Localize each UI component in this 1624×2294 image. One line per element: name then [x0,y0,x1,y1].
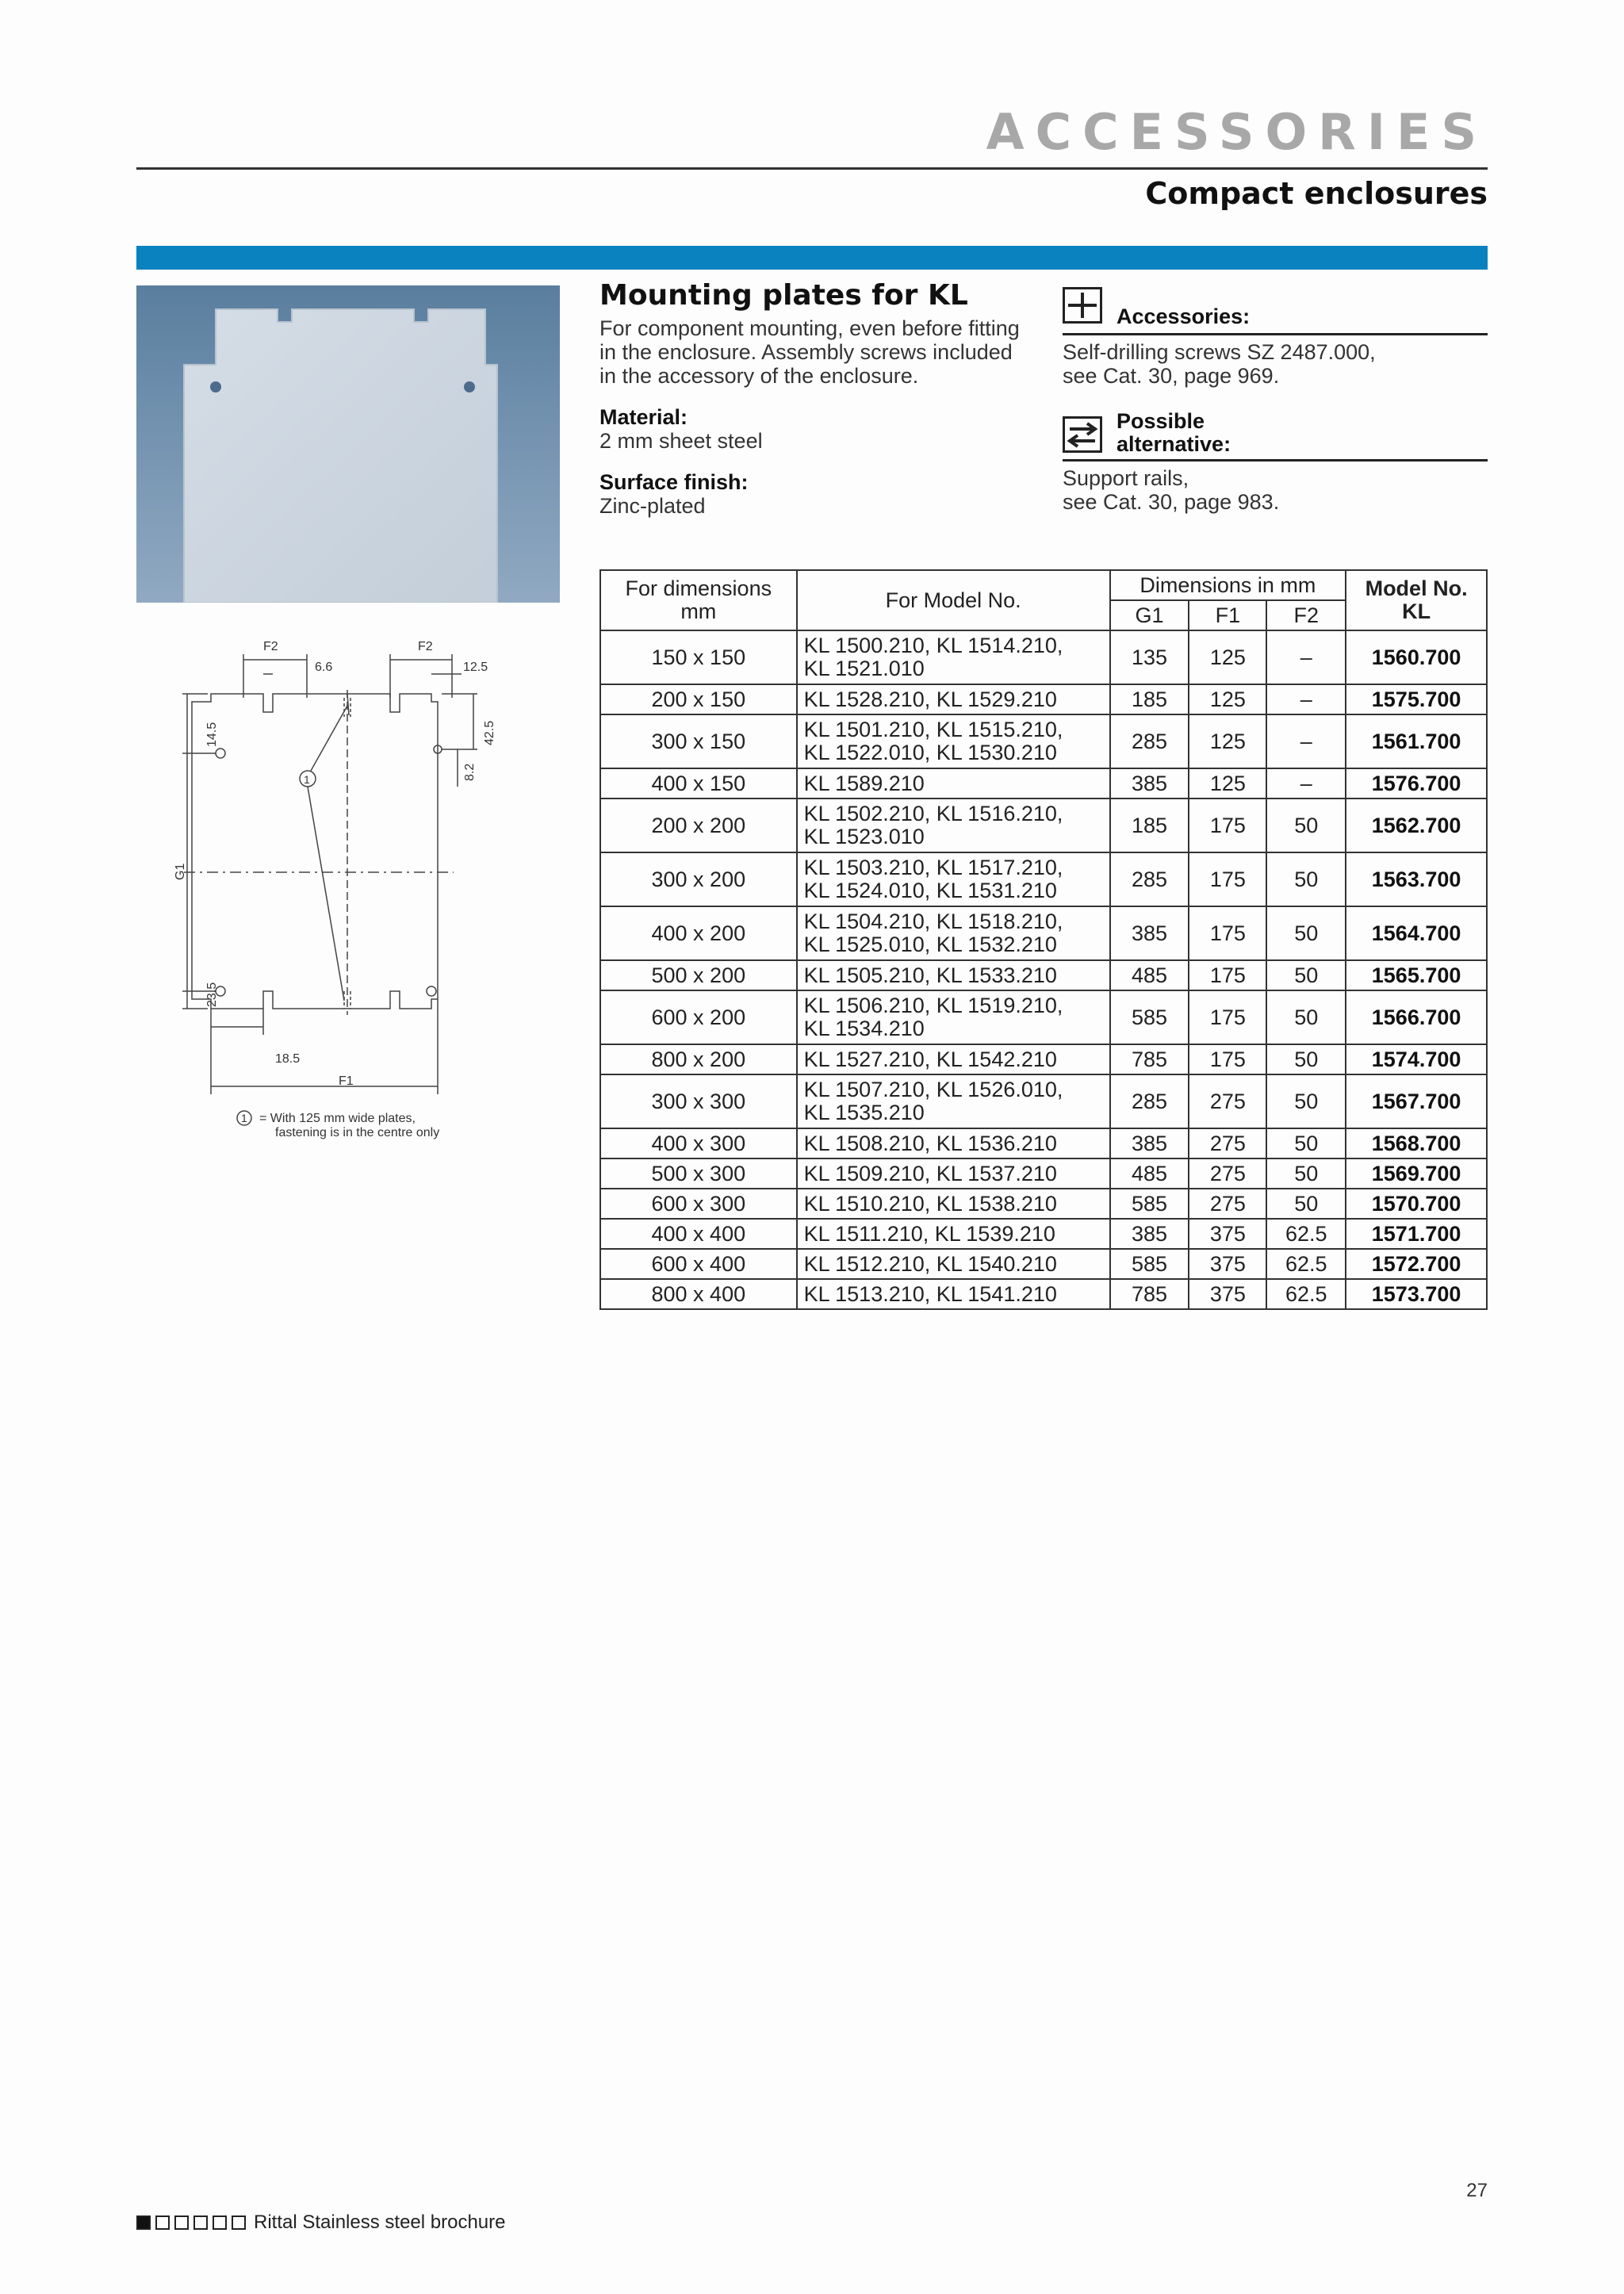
model-numbers-line1: KL 1503.210, KL 1517.210, [803,856,1063,879]
swap-arrows-icon [1063,416,1102,453]
cell-model-kl: 1570.700 [1346,1189,1487,1219]
cell-dimensions: 300 x 150 [600,714,797,768]
footer-square [232,2215,246,2230]
model-numbers-line1: KL 1511.210, KL 1539.210 [803,1221,1055,1246]
cell-dimensions: 300 x 200 [600,852,797,906]
cell-model-numbers [797,684,1110,714]
cell-dimensions: 600 x 300 [600,1189,797,1219]
cell-model-kl: 1561.700 [1346,714,1487,768]
table-row [600,798,1487,852]
cell-f1: 175 [1189,1044,1266,1074]
cell-f1: 125 [1189,714,1266,768]
alternative-text-2: see Cat. 30, page 983. [1063,490,1280,514]
cell-f2: 62.5 [1266,1279,1346,1309]
marker-label: 1 [304,773,310,786]
model-numbers-line1: KL 1527.210, KL 1542.210 [803,1047,1057,1071]
cell-model-kl: 1573.700 [1346,1279,1487,1309]
header-dimensions [600,570,797,630]
product-intro: For component mounting, even before fitting in the enclosure. Assembly screws included in the accessory of the enclosure. [599,316,1020,388]
model-numbers-line1: KL 1506.210, KL 1519.210, [803,994,1063,1017]
model-numbers-line1: KL 1528.210, KL 1529.210 [803,687,1057,711]
cell-model-kl: 1568.700 [1346,1128,1487,1158]
cell-g1: 385 [1110,906,1189,960]
header-kl [1346,570,1487,630]
cell-f2: 50 [1266,1128,1346,1158]
table-row [600,1044,1487,1074]
cell-model-kl: 1572.700 [1346,1249,1487,1279]
cell-model-kl: 1563.700 [1346,852,1487,906]
dim-12-5: 12.5 [463,661,488,674]
model-numbers-line1: KL 1504.210, KL 1518.210, [803,910,1063,933]
dim-f2-left: F2 [263,640,278,653]
cell-g1: 785 [1110,1279,1189,1309]
cell-f1: 125 [1189,630,1266,684]
cell-f2: 50 [1266,852,1346,906]
cell-g1: 585 [1110,1189,1189,1219]
cell-model-kl: 1569.700 [1346,1158,1487,1189]
cell-g1: 485 [1110,960,1189,990]
cell-model-numbers [797,798,1110,852]
cell-model-numbers [797,906,1110,960]
cell-f1: 175 [1189,798,1266,852]
model-numbers-line2: KL 1534.210 [803,1017,925,1040]
cell-f2: 50 [1266,1074,1346,1128]
cell-model-numbers [797,1044,1110,1074]
table-row [600,1128,1487,1158]
cell-f1: 375 [1189,1219,1266,1249]
footer-square [193,2215,208,2230]
cell-dimensions: 500 x 200 [600,960,797,990]
cell-dimensions: 600 x 400 [600,1249,797,1279]
table-row [600,630,1487,684]
cell-f1: 175 [1189,852,1266,906]
drawing-note-line1: = With 125 mm wide plates, [259,1112,416,1125]
cell-model-numbers [797,1219,1110,1249]
product-description [599,279,1028,518]
cell-g1: 485 [1110,1158,1189,1189]
mounting-plate-photo [136,285,560,603]
header-g1: G1 [1110,600,1189,630]
table-row [600,684,1487,714]
dim-f1: F1 [339,1074,354,1088]
cell-g1: 385 [1110,1219,1189,1249]
alternative-label [1116,410,1231,456]
accessories-label: Accessories: [1116,304,1251,328]
cell-f1: 275 [1189,1158,1266,1189]
cell-dimensions: 500 x 300 [600,1158,797,1189]
model-numbers-line1: KL 1505.210, KL 1533.210 [803,963,1057,987]
section-subtitle: Compact enclosures [1145,176,1488,211]
dim-18-5: 18.5 [275,1052,301,1066]
model-numbers-line1: KL 1509.210, KL 1537.210 [803,1161,1057,1185]
note-marker: 1 [241,1112,247,1124]
dim-8-2: 8.2 [463,763,477,781]
model-numbers-line2: KL 1523.010 [803,825,925,848]
footer-square [155,2215,170,2230]
cell-dimensions: 400 x 150 [600,768,797,798]
dim-g1: G1 [174,863,187,880]
cell-dimensions: 800 x 200 [600,1044,797,1074]
model-numbers-line1: KL 1510.210, KL 1538.210 [803,1191,1057,1216]
cell-model-numbers [797,990,1110,1044]
cell-model-kl: 1567.700 [1346,1074,1487,1128]
model-numbers-line2: KL 1525.010, KL 1532.210 [803,933,1057,956]
cell-model-kl: 1560.700 [1346,630,1487,684]
model-numbers-line1: KL 1589.210 [803,771,925,795]
cell-f1: 275 [1189,1128,1266,1158]
material-value: 2 mm sheet steel [599,429,763,453]
cell-g1: 185 [1110,684,1189,714]
finish-value: Zinc-plated [599,494,706,518]
cell-model-numbers [797,1128,1110,1158]
cell-model-kl: 1566.700 [1346,990,1487,1044]
alternative-header [1063,410,1488,461]
cell-f2: 50 [1266,1158,1346,1189]
cell-model-numbers [797,1158,1110,1189]
dim-6-6: 6.6 [315,661,333,674]
header-rule [136,167,1488,170]
cell-f1: 375 [1189,1279,1266,1309]
mounting-plate-table [599,569,1488,1310]
cell-dimensions: 400 x 400 [600,1219,797,1249]
cell-f1: 125 [1189,684,1266,714]
table-row [600,1249,1487,1279]
cell-dimensions: 200 x 200 [600,798,797,852]
cell-model-numbers [797,852,1110,906]
dim-f2-right: F2 [418,640,433,653]
cell-model-kl: 1574.700 [1346,1044,1487,1074]
cell-model-numbers [797,630,1110,684]
cell-model-numbers [797,1249,1110,1279]
footer-square-filled [136,2215,151,2230]
cell-f1: 175 [1189,990,1266,1044]
model-numbers-line2: KL 1524.010, KL 1531.210 [803,879,1057,902]
cell-model-numbers [797,768,1110,798]
cell-f2: – [1266,714,1346,768]
cell-g1: 385 [1110,768,1189,798]
table-row [600,1279,1487,1309]
cell-dimensions: 400 x 200 [600,906,797,960]
alternative-text-1: Support rails, [1063,466,1189,490]
footer-square [174,2215,189,2230]
cell-f1: 125 [1189,768,1266,798]
accent-bar [136,246,1488,270]
drawing-note-line2: fastening is in the centre only [275,1126,440,1139]
header-dimensions-line1: For dimensions [625,576,772,600]
cell-f1: 275 [1189,1189,1266,1219]
table-row [600,990,1487,1044]
cell-g1: 285 [1110,714,1189,768]
cell-g1: 285 [1110,1074,1189,1128]
model-numbers-line1: KL 1508.210, KL 1536.210 [803,1131,1057,1155]
model-numbers-line1: KL 1501.210, KL 1515.210, [803,718,1063,741]
dim-14-5: 14.5 [205,722,219,747]
header-f2: F2 [1266,600,1346,630]
table-row [600,1189,1487,1219]
cell-g1: 135 [1110,630,1189,684]
cell-dimensions: 300 x 300 [600,1074,797,1128]
cell-f2: 50 [1266,990,1346,1044]
product-photo [136,285,560,603]
header-f1: F1 [1189,600,1266,630]
page-number: 27 [1466,2180,1488,2201]
cell-model-numbers [797,1189,1110,1219]
cell-f2: 50 [1266,1044,1346,1074]
header-kl-line1: Model No. [1365,576,1468,600]
cell-g1: 185 [1110,798,1189,852]
table-row [600,906,1487,960]
cell-g1: 585 [1110,1249,1189,1279]
model-numbers-line1: KL 1507.210, KL 1526.010, [803,1078,1063,1101]
table-row [600,1219,1487,1249]
cell-f1: 275 [1189,1074,1266,1128]
cell-f2: 62.5 [1266,1219,1346,1249]
model-numbers-line2: KL 1521.010 [803,657,925,680]
cell-f2: 50 [1266,798,1346,852]
model-numbers-line1: KL 1513.210, KL 1541.210 [803,1281,1057,1306]
section-title: ACCESSORIES [986,103,1488,161]
cell-f1: 175 [1189,960,1266,990]
cell-g1: 385 [1110,1128,1189,1158]
cell-model-numbers [797,714,1110,768]
cell-model-kl: 1576.700 [1346,768,1487,798]
cell-dimensions: 150 x 150 [600,630,797,684]
accessories-text-2: see Cat. 30, page 969. [1063,364,1280,388]
accessories-panel [1063,285,1488,514]
table-row [600,714,1487,768]
alternative-label-line1: Possible [1116,409,1205,433]
accessories-text-1: Self-drilling screws SZ 2487.000, [1063,340,1376,364]
model-numbers-line2: KL 1535.210 [803,1101,925,1124]
cell-f1: 175 [1189,906,1266,960]
header-dims-mm: Dimensions in mm [1110,570,1346,600]
cell-dimensions: 800 x 400 [600,1279,797,1309]
cell-model-kl: 1564.700 [1346,906,1487,960]
header-model: For Model No. [797,570,1110,630]
plus-icon [1063,287,1102,324]
cell-model-kl: 1562.700 [1346,798,1487,852]
cell-f2: – [1266,768,1346,798]
table-row [600,1158,1487,1189]
dim-23-5: 23.5 [205,982,219,1007]
header-kl-line2: KL [1402,599,1431,623]
material-label: Material: [599,405,688,429]
cell-model-numbers [797,1074,1110,1128]
cell-dimensions: 200 x 150 [600,684,797,714]
cell-model-kl: 1571.700 [1346,1219,1487,1249]
cell-f2: 62.5 [1266,1249,1346,1279]
cell-g1: 585 [1110,990,1189,1044]
cell-f2: 50 [1266,960,1346,990]
cell-model-kl: 1575.700 [1346,684,1487,714]
model-numbers-line1: KL 1502.210, KL 1516.210, [803,802,1063,825]
cell-g1: 285 [1110,852,1189,906]
model-numbers-line1: KL 1500.210, KL 1514.210, [803,634,1063,657]
cell-f1: 375 [1189,1249,1266,1279]
cell-model-kl: 1565.700 [1346,960,1487,990]
footer-square [213,2215,227,2230]
dim-42-5: 42.5 [483,720,496,745]
cell-g1: 785 [1110,1044,1189,1074]
cell-model-numbers [797,960,1110,990]
product-title: Mounting plates for KL [599,279,968,312]
table-row [600,852,1487,906]
table-row [600,1074,1487,1128]
cell-f2: – [1266,684,1346,714]
cell-f2: 50 [1266,1189,1346,1219]
model-numbers-line2: KL 1522.010, KL 1530.210 [803,741,1057,764]
header-dimensions-line2: mm [680,599,717,623]
table-row [600,960,1487,990]
technical-drawing [136,618,560,1158]
model-numbers-line1: KL 1512.210, KL 1540.210 [803,1251,1057,1276]
footer [136,2212,505,2234]
cell-dimensions: 600 x 200 [600,990,797,1044]
alternative-label-line2: alternative: [1116,432,1231,456]
cell-dimensions: 400 x 300 [600,1128,797,1158]
cell-model-numbers [797,1279,1110,1309]
cell-f2: 50 [1266,906,1346,960]
footer-text: Rittal Stainless steel brochure [254,2212,506,2233]
finish-label: Surface finish: [599,470,749,494]
table-row [600,768,1487,798]
cell-f2: – [1266,630,1346,684]
accessories-header [1063,285,1488,335]
